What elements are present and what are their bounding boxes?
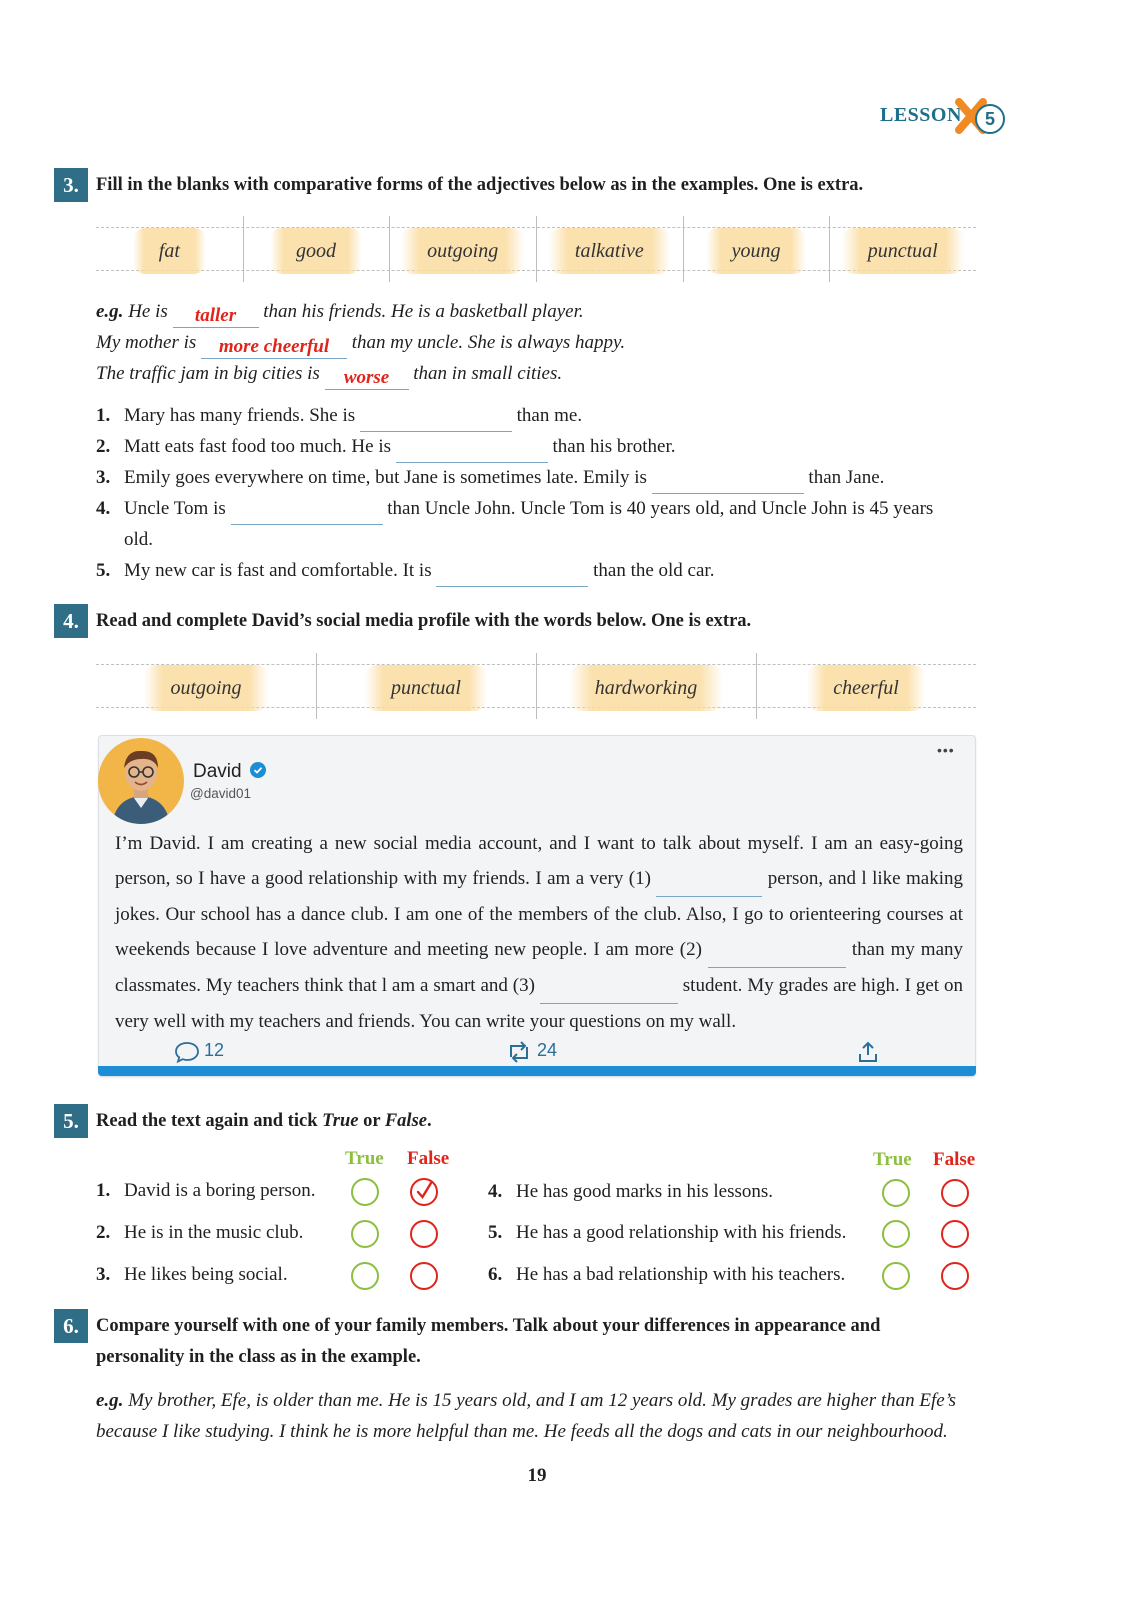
share-button[interactable]	[856, 1040, 880, 1069]
word-bank-item: good	[243, 228, 390, 270]
example-line: e.g. My brother, Efe, is older than me. He is 15 years old, and I am 12 years old. My grades are higher than Efe’s	[96, 1390, 956, 1411]
answer-blank[interactable]	[360, 400, 512, 432]
word-bank-item: fat	[96, 228, 243, 270]
exercise-item: 1. Mary has many friends. She is than me.	[96, 400, 582, 432]
false-option-5[interactable]	[941, 1220, 969, 1248]
true-header: True	[873, 1149, 912, 1170]
exercise-4-number: 4.	[54, 604, 88, 638]
exercise-3-number: 3.	[54, 168, 88, 202]
retweet-button[interactable]: 24	[505, 1040, 557, 1064]
checkmark-icon	[412, 1180, 436, 1204]
word-bank-item: punctual	[316, 665, 536, 707]
example-line: My mother is more cheerful than my uncle. She is always happy.	[96, 327, 625, 359]
false-option-2[interactable]	[410, 1220, 438, 1248]
true-option-6[interactable]	[882, 1262, 910, 1290]
share-icon	[856, 1040, 880, 1064]
exercise-item-continuation: old.	[124, 529, 154, 550]
tf-statement: 1. David is a boring person.	[96, 1180, 316, 1201]
true-option-1[interactable]	[351, 1178, 379, 1206]
post-body: I’m David. I am creating a new social media account, and I want to talk about myself. I am an easy-going person, so I have a good relationship with my friends. I am a very (1) person, and l like making jokes. Our school has a dance club. I am one of the members of the club. Also, I go to orienteering courses at weekends because I love adventure and meeting new people. I am more (2) than my many classmates. My teachers think that l am a smart and (3) student. My grades are high. I get on very well with my teachers and friends. You can write your questions on my wall.	[115, 833, 964, 1032]
false-option-6[interactable]	[941, 1262, 969, 1290]
exercise-item: 5. My new car is fast and comfortable. It is than the old car.	[96, 555, 714, 587]
retweet-icon	[505, 1040, 533, 1064]
word-bank-item: young	[683, 228, 830, 270]
exercise-5-number: 5.	[54, 1104, 88, 1138]
true-option-2[interactable]	[351, 1220, 379, 1248]
true-header: True	[345, 1148, 384, 1169]
false-option-1-ticked[interactable]	[410, 1178, 438, 1206]
tf-statement: 3. He likes being social.	[96, 1264, 288, 1285]
post-handle: @david01	[190, 786, 251, 801]
avatar	[98, 738, 184, 824]
exercise-item: 2. Matt eats fast food too much. He is than his brother.	[96, 431, 675, 463]
example-line: e.g. He is taller than his friends. He is a basketball player.	[96, 296, 584, 328]
tf-statement: 5. He has a good relationship with his friends.	[488, 1222, 847, 1243]
answer-blank[interactable]	[436, 555, 588, 587]
social-post-bottom-bar	[98, 1066, 976, 1076]
exercise-item: 4. Uncle Tom is than Uncle John. Uncle Tom is 40 years old, and Uncle John is 45 years	[96, 493, 933, 525]
answer-blank: worse	[325, 358, 409, 390]
comment-icon	[174, 1040, 200, 1064]
exercise-4-instruction: Read and complete David’s social media profile with the words below. One is extra.	[96, 611, 752, 631]
answer-blank: taller	[173, 296, 259, 328]
exercise-6-number: 6.	[54, 1309, 88, 1343]
lesson-number-badge: 5	[975, 104, 1005, 134]
exercise-6-instruction-line-1: Compare yourself with one of your family members. Talk about your differences in appearance and	[96, 1316, 881, 1336]
answer-blank: more cheerful	[201, 327, 347, 359]
answer-blank[interactable]	[656, 861, 762, 897]
answer-blank[interactable]	[396, 431, 548, 463]
page-number: 19	[527, 1465, 547, 1486]
word-bank-item: punctual	[829, 228, 976, 270]
answer-blank[interactable]	[708, 932, 846, 968]
word-bank-item: talkative	[536, 228, 683, 270]
answer-blank[interactable]	[540, 968, 678, 1004]
false-option-4[interactable]	[941, 1179, 969, 1207]
word-bank-item: outgoing	[96, 665, 316, 707]
answer-blank[interactable]	[652, 462, 804, 494]
tf-statement: 4. He has good marks in his lessons.	[488, 1181, 774, 1202]
word-bank-3	[96, 227, 976, 271]
false-header: False	[407, 1148, 450, 1169]
exercise-3-instruction: Fill in the blanks with comparative forms of the adjectives below as in the examples. One is extra.	[96, 175, 864, 195]
comment-button[interactable]: 12	[174, 1040, 224, 1064]
verified-badge-icon	[250, 762, 266, 778]
post-username[interactable]: David	[193, 761, 266, 783]
example-line: The traffic jam in big cities is worse than in small cities.	[96, 358, 562, 390]
false-option-3[interactable]	[410, 1262, 438, 1290]
false-header: False	[933, 1149, 976, 1170]
more-options-icon[interactable]: •••	[937, 742, 955, 758]
answer-blank[interactable]	[231, 493, 383, 525]
exercise-item: 3. Emily goes everywhere on time, but Jane is sometimes late. Emily is than Jane.	[96, 462, 884, 494]
true-option-4[interactable]	[882, 1179, 910, 1207]
word-bank-item: cheerful	[756, 665, 976, 707]
example-line: because I like studying. I think he is more helpful than me. He feeds all the dogs and cats in our neighbourhood.	[96, 1421, 948, 1442]
word-bank-item: hardworking	[536, 665, 756, 707]
tf-statement: 2. He is in the music club.	[96, 1222, 304, 1243]
lesson-label: LESSON	[880, 104, 962, 126]
true-option-3[interactable]	[351, 1262, 379, 1290]
word-bank-4	[96, 664, 976, 708]
tf-statement: 6. He has a bad relationship with his teachers.	[488, 1264, 846, 1285]
true-option-5[interactable]	[882, 1220, 910, 1248]
exercise-5-instruction: Read the text again and tick True or False.	[96, 1111, 432, 1131]
exercise-6-instruction-line-2: personality in the class as in the example.	[96, 1347, 421, 1367]
word-bank-item: outgoing	[389, 228, 536, 270]
